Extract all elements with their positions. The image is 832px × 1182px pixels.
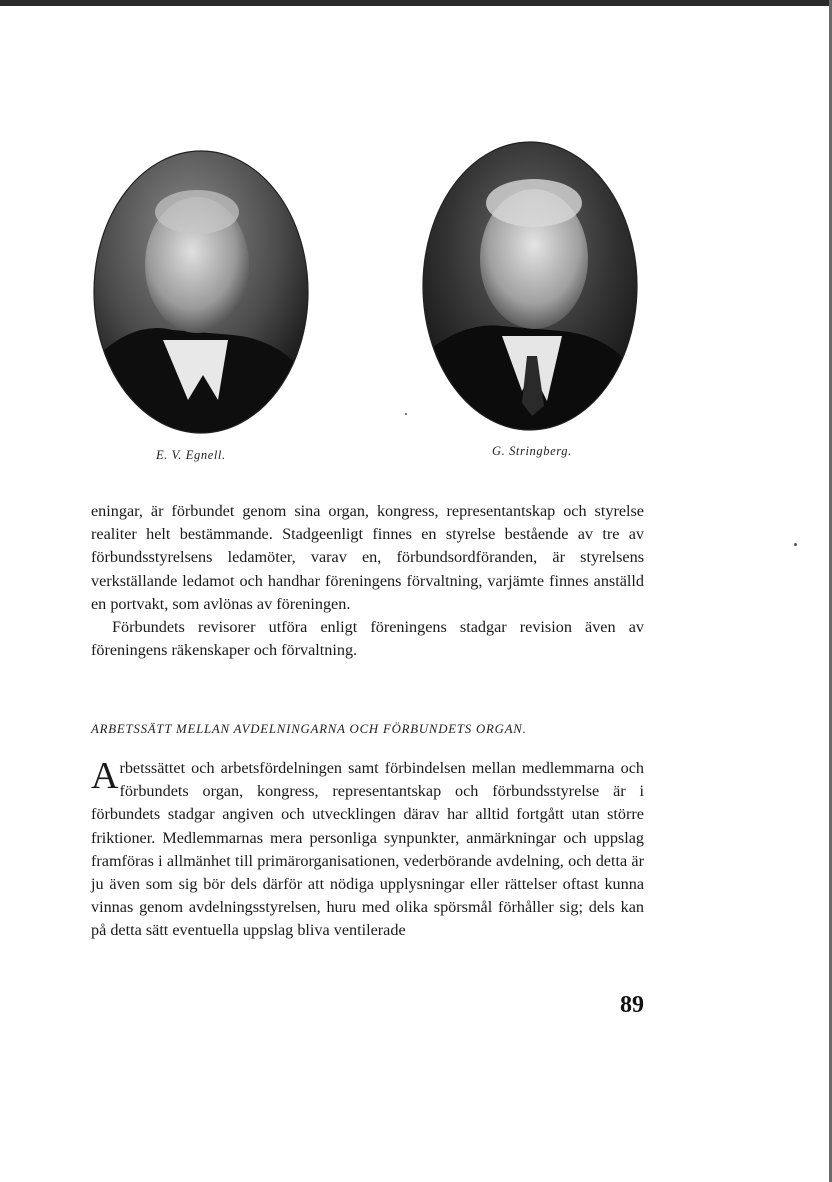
section-heading: ARBETSSÄTT MELLAN AVDELNINGARNA OCH FÖRBUNDETS ORGAN. (91, 722, 527, 736)
portrait-egnell-photo (93, 150, 309, 434)
paragraph (91, 757, 644, 943)
paragraph-text: rbetssättet och arbetsfördelningen samt förbindelsen mellan medlemmarna och förbundets organ, kongress, representantskap och förbundsstyrelse är i förbundets stadgar angiven och utvecklingen därav har alltid fortgått utan större friktioner. Medlemmarnas mera personliga synpunkter, anmärkningar och uppslag framföras i allmänhet till primärorganisationen, vederbörande avdelning, och detta är ju även som sig bör dels därför att nödiga upplysningar eller rättelser oftast kunna vinnas genom avdelningsstyrelsen, huru med olika spörsmål förhåller sig; dels kan på detta sätt eventuella uppslag bliva ventilerade (91, 759, 644, 940)
scan-speck (405, 413, 407, 415)
page-number: 89 (620, 992, 644, 1018)
portrait-stringberg-photo (422, 141, 638, 431)
portrait-stringberg (422, 141, 638, 431)
paragraph: eningar, är förbundet genom sina organ, kongress, representantskap och styrelse realiter helt bestämmande. Stadgeenligt finnes en styrelse bestående av tre av förbundsstyrelsens ledamöter, varav en, förbundsordföranden, är styrelsens verkställande ledamot och handhar föreningens förvaltning, varjämte finnes anställd en portvakt, som avlönas av föreningen. (91, 502, 644, 613)
scan-speck (794, 543, 797, 546)
caption-egnell: E. V. Egnell. (156, 448, 226, 462)
body-text-block (91, 500, 644, 662)
caption-stringberg: G. Stringberg. (492, 444, 572, 458)
paragraph: Förbundets revisorer utföra enligt föreningens stadgar revision även av föreningens räkenskaper och förvaltning. (91, 618, 644, 660)
section-body (91, 757, 644, 943)
portrait-egnell (93, 150, 309, 434)
scan-top-edge (0, 0, 832, 6)
drop-cap: A (91, 755, 119, 797)
